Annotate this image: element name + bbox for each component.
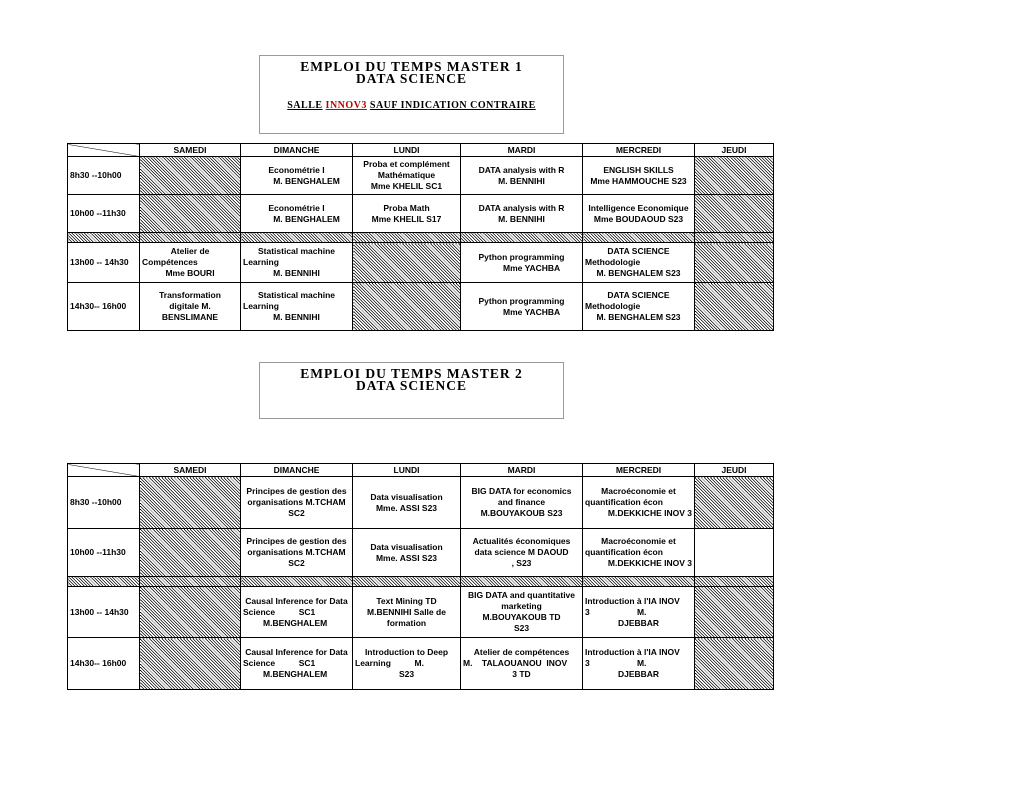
course-name: Introduction à l'IA INOV <box>585 595 680 606</box>
course-name: Data visualisation <box>370 491 443 502</box>
course-name: 3 M. <box>585 606 647 617</box>
teacher: M.DEKKICHE INOV 3 <box>607 558 692 568</box>
empty-slot <box>140 529 241 577</box>
salle-label: SALLE <box>287 100 323 111</box>
teacher: M.BENNIHI Salle de <box>367 606 446 617</box>
teacher: Mme BOURI <box>165 268 215 278</box>
teacher: M.BENGHALEM <box>263 669 328 679</box>
time-slot: 14h30-- 16h00 <box>68 283 140 331</box>
class-cell <box>353 195 461 233</box>
class-cell <box>461 283 583 331</box>
empty-slot <box>353 243 461 283</box>
course-name: Mathématique <box>377 170 436 180</box>
class-cell <box>461 638 583 690</box>
course-name: DATA analysis with R <box>478 164 565 175</box>
course-name: Macroéconomie et <box>601 486 676 496</box>
header-row <box>68 464 774 477</box>
course-name: DATA SCIENCE <box>607 246 670 256</box>
class-cell <box>583 587 695 638</box>
course-name: Proba et complément <box>363 159 450 169</box>
teacher: data science M DAOUD <box>474 547 569 557</box>
course-name: Data visualisation <box>370 541 443 552</box>
class-cell <box>241 243 353 283</box>
empty-slot <box>695 638 774 690</box>
schedule-row <box>68 477 774 529</box>
room: , S23 <box>511 558 532 568</box>
course-name: Causal Inference for Data <box>245 647 348 657</box>
class-cell <box>353 529 461 577</box>
course-name: Actualités économiques <box>472 536 571 546</box>
class-cell <box>461 477 583 529</box>
class-cell <box>353 477 461 529</box>
time-slot: 10h00 --11h30 <box>68 195 140 233</box>
course-name: Econométrie I <box>268 164 325 175</box>
class-cell <box>583 195 695 233</box>
master2-title-box <box>259 362 564 419</box>
course-name: Atelier de compétences <box>473 647 570 657</box>
course-name: Macroéconomie et <box>601 536 676 546</box>
schedule-row <box>68 243 774 283</box>
schedule-row <box>68 283 774 331</box>
schedule-row <box>68 195 774 233</box>
day-header: JEUDI <box>695 144 774 157</box>
time-slot: 10h00 --11h30 <box>68 529 140 577</box>
teacher: M. BENGHALEM <box>273 213 340 224</box>
course-name: BIG DATA and quantitative <box>467 590 576 600</box>
course-name: Learning M. <box>355 658 424 668</box>
class-cell <box>241 477 353 529</box>
time-slot: 14h30-- 16h00 <box>68 638 140 690</box>
room: SC2 <box>288 508 305 518</box>
empty-slot <box>140 477 241 529</box>
empty-slot <box>140 157 241 195</box>
class-cell <box>583 243 695 283</box>
empty-slot <box>695 529 774 577</box>
schedule-row <box>68 587 774 638</box>
course-name: Transformation <box>159 290 221 300</box>
course-name: Python programming <box>478 295 565 306</box>
room: 3 TD <box>512 669 531 679</box>
course-name: Python programming <box>478 251 565 262</box>
day-header: SAMEDI <box>140 464 241 477</box>
empty-slot <box>140 587 241 638</box>
master1-title: EMPLOI DU TEMPS MASTER 1 <box>300 59 523 74</box>
course-name: Science SC1 <box>243 658 316 668</box>
class-cell <box>583 638 695 690</box>
teacher: Mme HAMMOUCHE S23 <box>590 175 687 186</box>
class-cell <box>140 243 241 283</box>
course-name: Science SC1 <box>243 606 316 617</box>
teacher: M. BENNIHI <box>273 312 320 322</box>
class-cell <box>353 157 461 195</box>
time-slot: 8h30 --10h00 <box>68 157 140 195</box>
empty-slot <box>695 195 774 233</box>
class-cell <box>461 587 583 638</box>
teacher: M. BENGHALEM S23 <box>596 268 681 278</box>
teacher: M. BENNIHI <box>273 268 320 278</box>
room-name: INNOV3 <box>325 100 367 111</box>
class-cell <box>241 195 353 233</box>
teacher: DJEBBAR <box>617 669 660 679</box>
teacher: BENSLIMANE <box>161 312 219 322</box>
teacher: Mme BOUDAOUD S23 <box>593 213 684 224</box>
teacher: Mme KHELIL S17 <box>371 213 442 224</box>
course-name: Introduction à l'IA INOV <box>585 647 680 657</box>
class-cell <box>353 638 461 690</box>
course-name: Compétences <box>142 257 198 267</box>
teacher: M. BENGHALEM S23 <box>596 312 681 322</box>
day-header: LUNDI <box>353 464 461 477</box>
teacher: organisations M.TCHAM <box>247 497 346 507</box>
course-name: Learning <box>243 301 279 311</box>
class-cell <box>461 243 583 283</box>
class-cell <box>241 157 353 195</box>
day-header: MARDI <box>461 464 583 477</box>
course-name: DATA analysis with R <box>478 202 565 213</box>
course-name: Statistical machine <box>257 290 335 300</box>
class-cell <box>583 477 695 529</box>
course-name: Text Mining TD <box>376 595 437 606</box>
empty-slot <box>695 243 774 283</box>
time-slot: 13h00 -- 14h30 <box>68 243 140 283</box>
class-cell <box>583 283 695 331</box>
room: S23 <box>398 669 415 679</box>
course-name: Causal Inference for Data <box>245 595 348 606</box>
course-name: ENGLISH SKILLS <box>603 164 674 175</box>
class-cell <box>241 529 353 577</box>
course-name: Statistical machine <box>257 246 335 256</box>
class-cell <box>241 587 353 638</box>
day-header: LUNDI <box>353 144 461 157</box>
teacher: Mme. ASSI S23 <box>375 502 438 513</box>
course-name: Principes de gestion des <box>246 486 347 496</box>
teacher: M.BOUYAKOUB S23 <box>480 508 563 518</box>
empty-slot <box>695 283 774 331</box>
course-name: Introduction to Deep <box>364 647 449 657</box>
day-header: MERCREDI <box>583 144 695 157</box>
day-header: JEUDI <box>695 464 774 477</box>
day-header: MARDI <box>461 144 583 157</box>
class-cell <box>583 157 695 195</box>
teacher: Mme. ASSI S23 <box>375 552 438 563</box>
course-name: BIG DATA for economics <box>471 486 572 496</box>
course-name: quantification écon <box>585 547 663 557</box>
teacher: Mme YACHBA <box>503 262 561 273</box>
empty-slot <box>140 195 241 233</box>
empty-slot <box>353 283 461 331</box>
course-name: 3 M. <box>585 658 647 668</box>
class-cell <box>461 195 583 233</box>
class-cell <box>461 529 583 577</box>
master2-subtitle: DATA SCIENCE <box>356 378 467 393</box>
class-cell <box>583 529 695 577</box>
course-name: DATA SCIENCE <box>607 290 670 300</box>
master1-schedule-table <box>67 143 774 331</box>
day-header: MERCREDI <box>583 464 695 477</box>
teacher: Mme YACHBA <box>503 306 561 317</box>
class-cell <box>461 157 583 195</box>
class-cell <box>241 638 353 690</box>
empty-slot <box>695 157 774 195</box>
schedule-row <box>68 157 774 195</box>
course-name: Methodologie <box>585 301 641 311</box>
day-header: DIMANCHE <box>241 144 353 157</box>
teacher: M.BENGHALEM <box>263 617 328 628</box>
schedule-row <box>68 529 774 577</box>
schedule-row <box>68 638 774 690</box>
course-name: Methodologie <box>585 257 641 267</box>
day-header: SAMEDI <box>140 144 241 157</box>
lunch-break-row <box>68 577 774 587</box>
day-header: DIMANCHE <box>241 464 353 477</box>
room: S23 <box>513 623 530 633</box>
teacher: M.DEKKICHE INOV 3 <box>607 508 692 518</box>
empty-slot <box>140 638 241 690</box>
course-name: Learning <box>243 257 279 267</box>
course-name: Econométrie I <box>268 202 325 213</box>
class-cell <box>241 283 353 331</box>
teacher: M. TALAOUANOU INOV <box>463 658 568 668</box>
header-row <box>68 144 774 157</box>
time-slot: 13h00 -- 14h30 <box>68 587 140 638</box>
master1-subtitle: DATA SCIENCE <box>356 71 467 86</box>
course-name: and finance <box>497 497 546 507</box>
lunch-break-row <box>68 233 774 243</box>
room: SC2 <box>288 558 305 568</box>
class-cell <box>140 283 241 331</box>
empty-slot <box>695 477 774 529</box>
course-name: digitale M. <box>169 301 211 311</box>
time-slot: 8h30 --10h00 <box>68 477 140 529</box>
room-note: SAUF INDICATION CONTRAIRE <box>369 100 536 111</box>
corner-cell <box>68 464 140 477</box>
master1-room-note <box>260 100 563 111</box>
teacher: Mme KHELIL SC1 <box>370 181 443 191</box>
master2-schedule-table <box>67 463 774 690</box>
teacher: M. BENGHALEM <box>273 175 340 186</box>
course-name: Atelier de <box>170 246 210 256</box>
master2-title: EMPLOI DU TEMPS MASTER 2 <box>300 366 523 381</box>
course-name: Intelligence Economique <box>588 202 689 213</box>
teacher: organisations M.TCHAM <box>247 547 346 557</box>
room: formation <box>386 617 427 628</box>
teacher: M.BOUYAKOUB TD <box>482 612 561 622</box>
empty-slot <box>695 587 774 638</box>
teacher: M. BENNIHI <box>498 213 545 224</box>
corner-cell <box>68 144 140 157</box>
course-name: Principes de gestion des <box>246 536 347 546</box>
course-name: quantification écon <box>585 497 663 507</box>
course-name: Proba Math <box>383 202 430 213</box>
class-cell <box>353 587 461 638</box>
course-name: marketing <box>501 601 542 611</box>
teacher: M. BENNIHI <box>498 175 545 186</box>
master1-title-box <box>259 55 564 134</box>
teacher: DJEBBAR <box>617 617 660 628</box>
